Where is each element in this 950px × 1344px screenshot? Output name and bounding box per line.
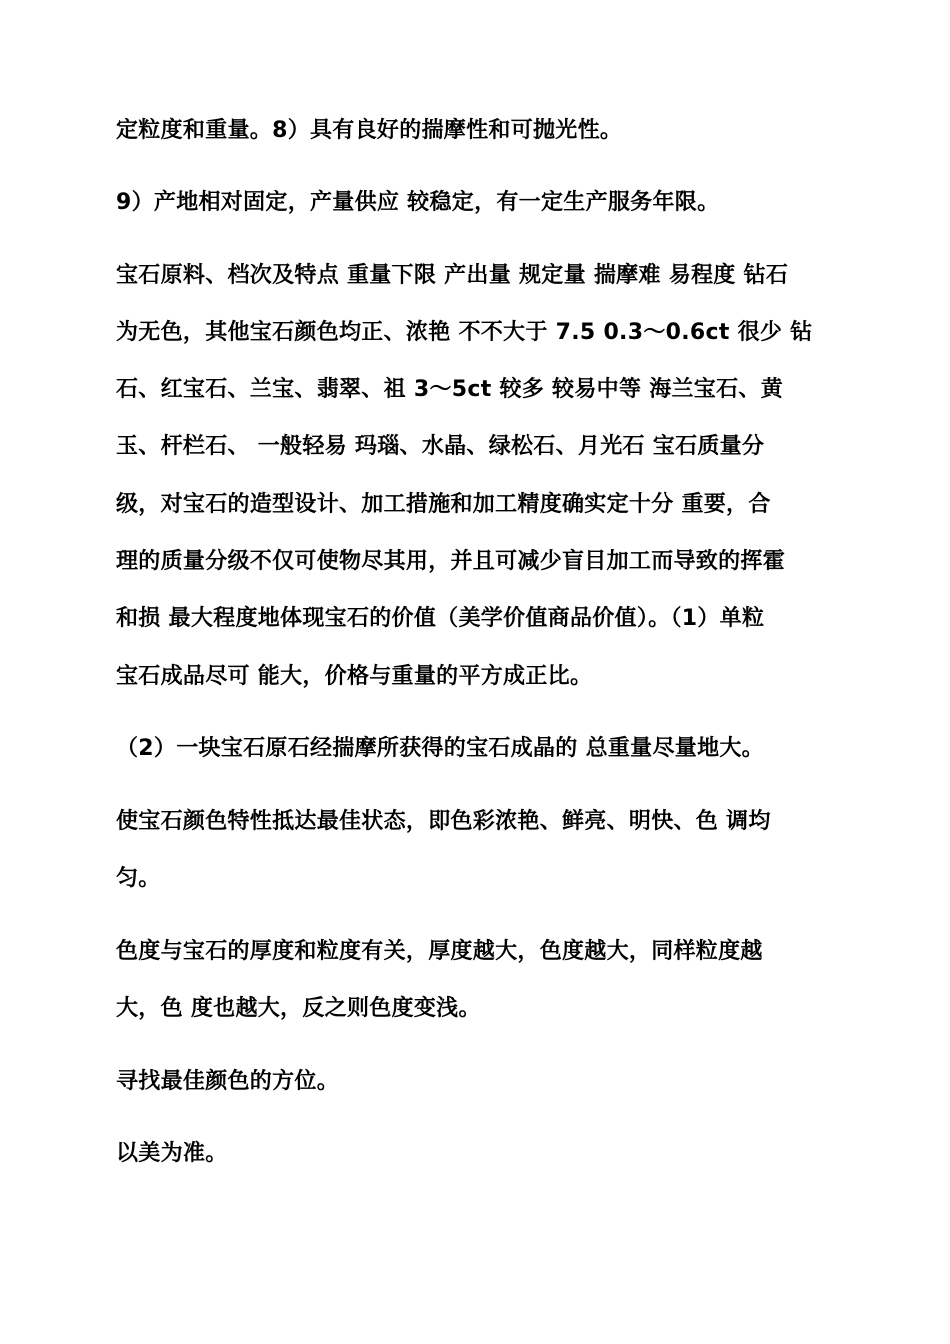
text-line: 和损 最大程度地体现宝石的价值（美学价值商品价值）。（1）单粒 <box>116 606 765 631</box>
text-line: 匀。 <box>116 866 161 891</box>
text-line: 色度与宝石的厚度和粒度有关，厚度越大，色度越大，同样粒度越 <box>116 939 763 964</box>
text-line: 宝石成品尽可 能大，价格与重量的平方成正比。 <box>116 664 593 689</box>
text-line: 定粒度和重量。8）具有良好的揣摩性和可抛光性。 <box>116 118 623 143</box>
text-line: 宝石原料、档次及特点 重量下限 产出量 规定量 揣摩难 易程度 钻石 <box>116 263 789 288</box>
text-line: 以美为准。 <box>116 1141 228 1166</box>
text-line: 理的质量分级不仅可使物尽其用，并且可减少盲目加工而导致的挥霍 <box>116 549 786 574</box>
text-line: 大，色 度也越大，反之则色度变浅。 <box>116 996 481 1021</box>
text-line: 为无色，其他宝石颜色均正、浓艳 不不大于 7.5 0.3～0.6ct 很少 钻 <box>116 320 813 345</box>
text-line: 石、红宝石、兰宝、翡翠、祖 3～5ct 较多 较易中等 海兰宝石、黄 <box>116 377 784 402</box>
text-line: 级，对宝石的造型设计、加工措施和加工精度确实定十分 重要，合 <box>116 492 771 517</box>
text-line: 9）产地相对固定，产量供应 较稳定，有一定生产服务年限。 <box>116 190 720 215</box>
text-line: 玉、杆栏石、 一般轻易 玛瑙、水晶、绿松石、月光石 宝石质量分 <box>116 434 765 459</box>
text-line: 使宝石颜色特性抵达最佳状态，即色彩浓艳、鲜亮、明快、色 调均 <box>116 809 771 834</box>
text-line: （2）一块宝石原石经揣摩所获得的宝石成晶的 总重量尽量地大。 <box>116 736 764 761</box>
text-line: 寻找最佳颜色的方位。 <box>116 1069 340 1094</box>
